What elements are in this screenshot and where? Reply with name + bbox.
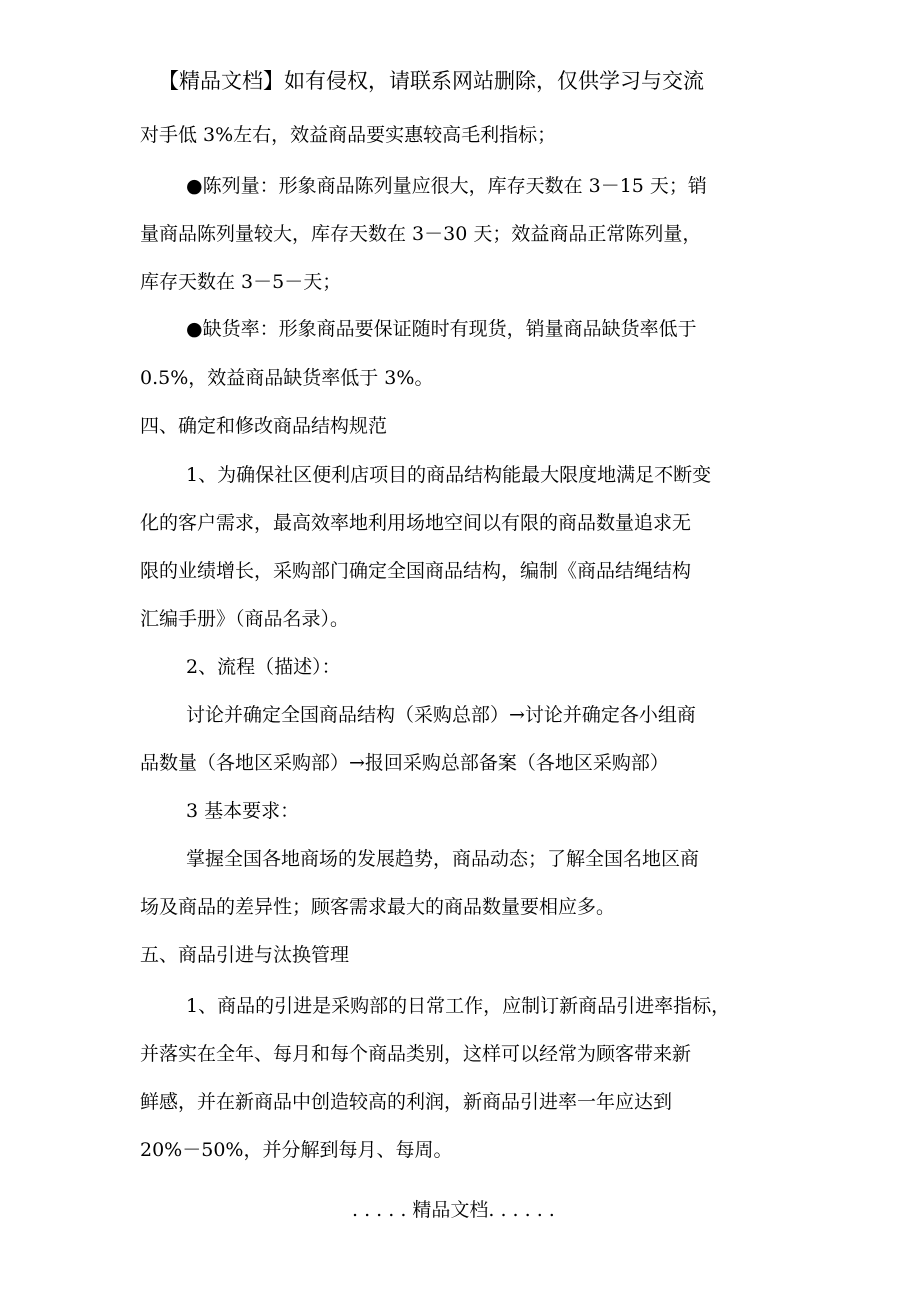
body-line: 量商品陈列量较大，库存天数在 3－30 天；效益商品正常陈列量， [140,223,702,245]
body-line: 库存天数在 3－5－天； [140,271,342,293]
body-line: 掌握全国各地商场的发展趋势，商品动态；了解全国名地区商 [186,848,700,870]
body-line: 化的客户需求，最高效率地利用场地空间以有限的商品数量追求无 [140,512,692,534]
body-line: 3 基本要求： [186,800,300,822]
footer-watermark: . . . . . 精品文档. . . . . . [352,1199,555,1221]
body-line: 2、流程（描述）： [186,656,341,678]
body-line: 讨论并确定全国商品结构（采购总部）→讨论并确定各小组商 [186,704,696,726]
body-line: 场及商品的差异性；顾客需求最大的商品数量要相应多。 [140,896,616,918]
body-line: ●陈列量：形象商品陈列量应很大，库存天数在 3－15 天；销 [186,175,707,197]
body-line: 品数量（各地区采购部）→报回采购总部备案（各地区采购部） [140,752,669,774]
body-line: 限的业绩增长，采购部门确定全国商品结构，编制《商品结绳结构 [140,560,692,582]
section-heading: 五、商品引进与汰换管理 [140,944,350,966]
section-heading: 四、确定和修改商品结构规范 [140,415,388,437]
body-line: 对手低 3%左右，效益商品要实惠较高毛利指标； [140,124,557,146]
body-line: 1、商品的引进是采购部的日常工作，应制订新商品引进率指标， [186,995,731,1017]
body-line: 鲜感，并在新商品中创造较高的利润，新商品引进率一年应达到 [140,1091,673,1113]
header-notice: 【精品文档】如有侵权，请联系网站删除，仅供学习与交流 [158,69,704,93]
body-line: ●缺货率：形象商品要保证随时有现货，销量商品缺货率低于 [186,318,697,340]
body-line: 0.5%，效益商品缺货率低于 3%。 [140,367,434,389]
body-line: 并落实在全年、每月和每个商品类别，这样可以经常为顾客带来新 [140,1043,692,1065]
body-line: 1、为确保社区便利店项目的商品结构能最大限度地满足不断变 [186,464,712,486]
body-line: 20%－50%，并分解到每月、每周。 [140,1139,453,1161]
body-line: 汇编手册》（商品名录）。 [140,608,350,630]
